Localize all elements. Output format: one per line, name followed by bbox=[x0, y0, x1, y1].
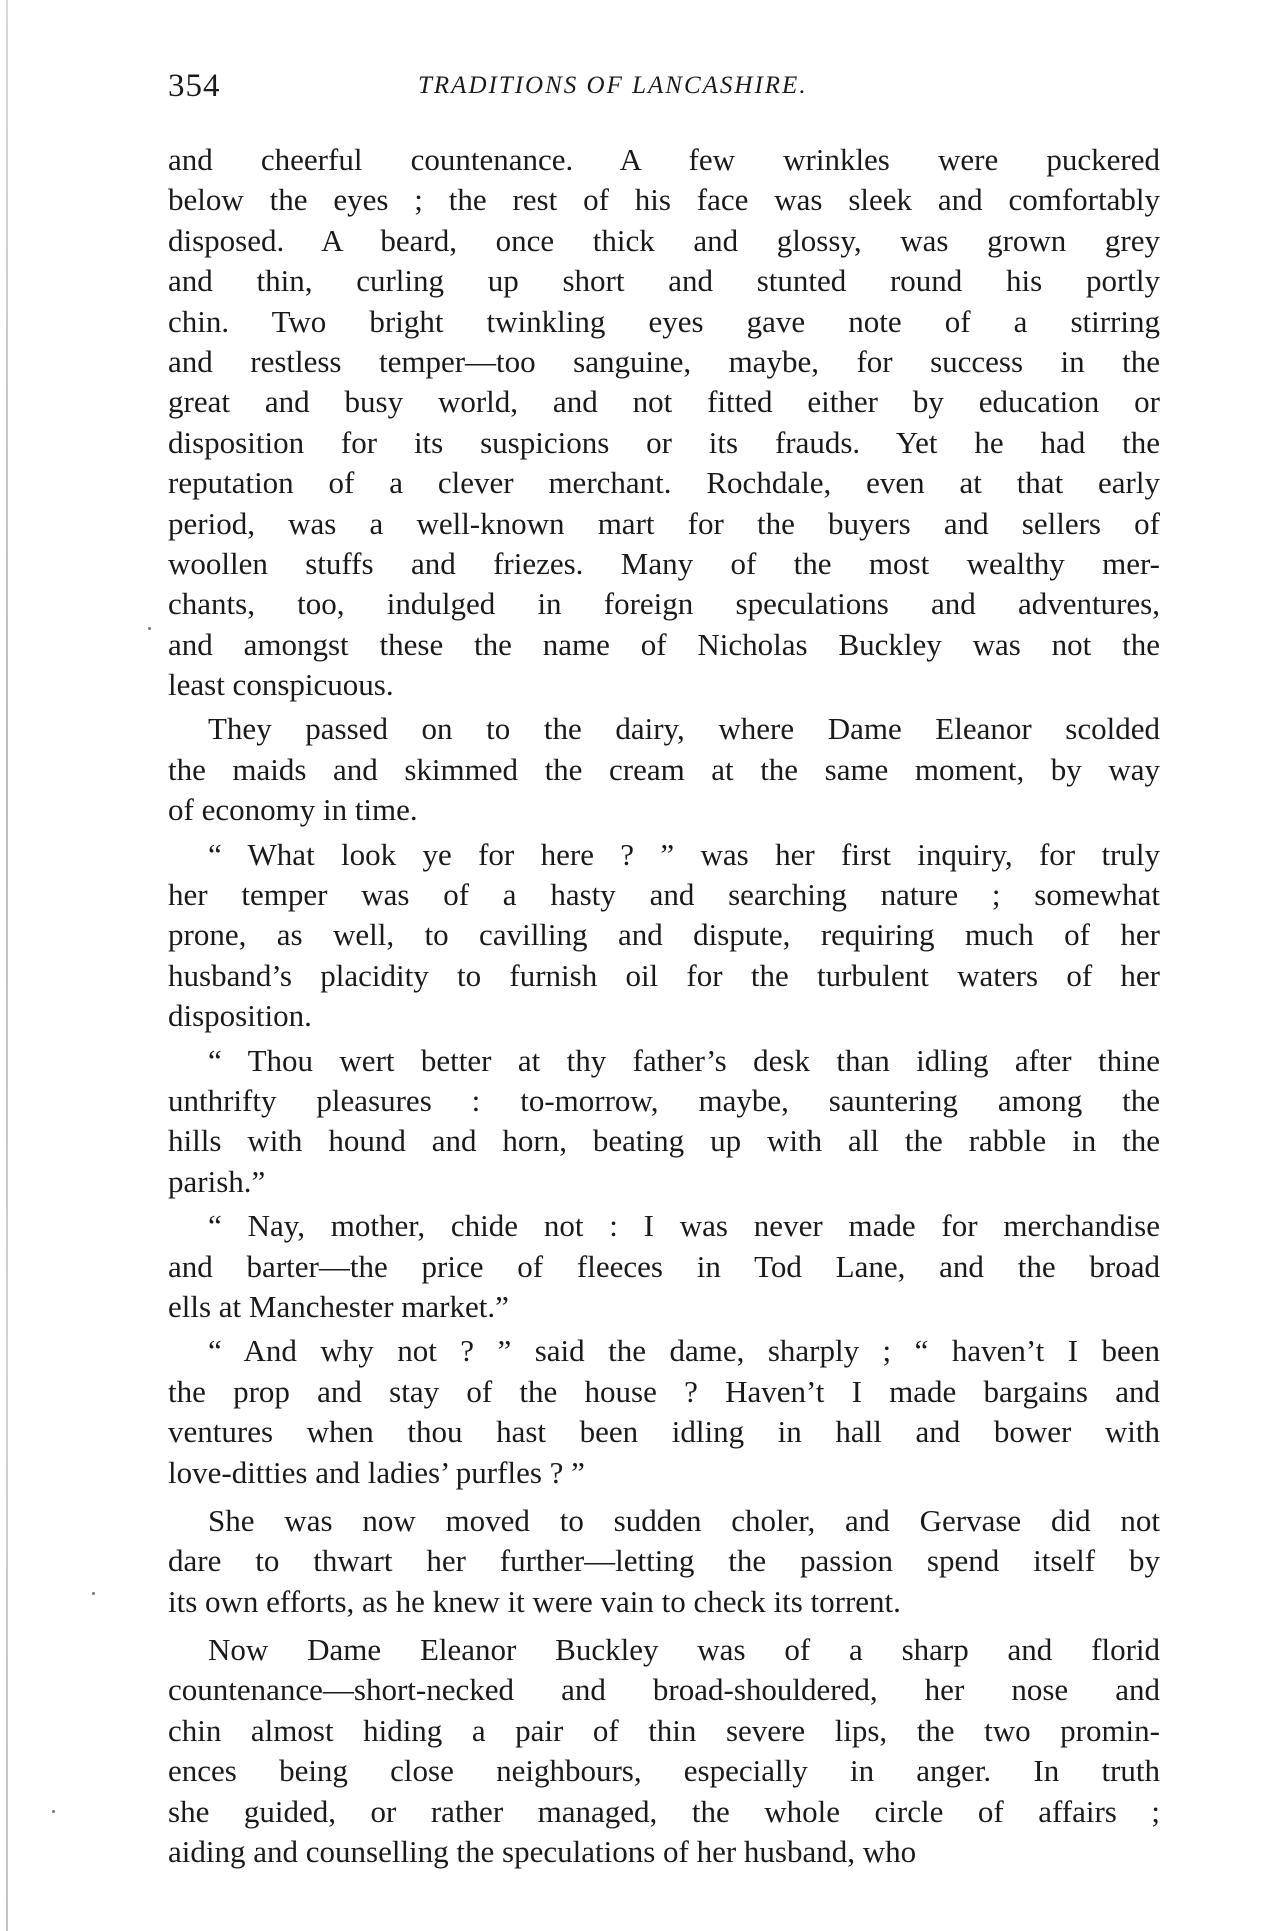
text-line: parish.” bbox=[168, 1163, 266, 1199]
text-line: ventures when thou hast been idling in hall and bower with bbox=[168, 1414, 1160, 1450]
body-text bbox=[168, 140, 1160, 1872]
text-line: and restless temper—too sanguine, maybe, for success in the bbox=[168, 343, 1160, 379]
text-line: chants, too, indulged in foreign speculations and adventures, bbox=[168, 586, 1160, 622]
text-line: her temper was of a hasty and searching nature ; somewhat bbox=[168, 877, 1160, 913]
binding-edge bbox=[6, 0, 8, 1931]
text-line: hills with hound and horn, beating up with all the rabble in the bbox=[168, 1123, 1160, 1159]
paper-speck bbox=[52, 1810, 55, 1813]
text-line: ells at Manchester market.” bbox=[168, 1288, 509, 1324]
page-number: 354 bbox=[168, 68, 221, 104]
text-line: ences being close neighbours, especially in anger. In truth bbox=[168, 1753, 1160, 1789]
text-line: disposed. A beard, once thick and glossy, was grown grey bbox=[168, 222, 1160, 258]
text-line: chin almost hiding a pair of thin severe lips, the two promin- bbox=[168, 1712, 1160, 1748]
text-line: and thin, curling up short and stunted round his portly bbox=[168, 263, 1160, 299]
paragraph bbox=[168, 1041, 1160, 1203]
paragraph bbox=[168, 1501, 1160, 1622]
paragraph bbox=[168, 140, 1160, 705]
text-line: husband’s placidity to furnish oil for the turbulent waters of her bbox=[168, 957, 1160, 993]
text-line: great and busy world, and not fitted either by education or bbox=[168, 384, 1160, 420]
text-line: “ Nay, mother, chide not : I was never made for merchandise bbox=[208, 1208, 1160, 1244]
text-line: she guided, or rather managed, the whole circle of affairs ; bbox=[168, 1793, 1160, 1829]
text-line: and barter—the price of fleeces in Tod Lane, and the broad bbox=[168, 1248, 1160, 1284]
text-line: “ Thou wert better at thy father’s desk than idling after thine bbox=[208, 1042, 1160, 1078]
text-line: disposition for its suspicions or its frauds. Yet he had the bbox=[168, 424, 1160, 460]
text-line: They passed on to the dairy, where Dame Eleanor scolded bbox=[208, 711, 1160, 747]
paragraph bbox=[168, 1331, 1160, 1493]
text-line: chin. Two bright twinkling eyes gave note of a stirring bbox=[168, 303, 1160, 339]
text-line: disposition. bbox=[168, 998, 312, 1034]
text-line: the maids and skimmed the cream at the same moment, by way bbox=[168, 751, 1160, 787]
text-line: “ What look ye for here ? ” was her first inquiry, for truly bbox=[208, 836, 1160, 872]
text-line: love-ditties and ladies’ purfles ? ” bbox=[168, 1454, 585, 1490]
text-line: countenance—short-necked and broad-shouldered, her nose and bbox=[168, 1672, 1160, 1708]
text-line: period, was a well-known mart for the buyers and sellers of bbox=[168, 505, 1160, 541]
paragraph bbox=[168, 835, 1160, 1037]
text-line: and amongst these the name of Nicholas Buckley was not the bbox=[168, 626, 1160, 662]
paper-speck bbox=[148, 627, 151, 630]
text-line: “ And why not ? ” said the dame, sharply ; “ haven’t I been bbox=[208, 1333, 1160, 1369]
text-line: the prop and stay of the house ? Haven’t I made bargains and bbox=[168, 1373, 1160, 1409]
text-line: reputation of a clever merchant. Rochdale, even at that early bbox=[168, 465, 1160, 501]
text-line: aiding and counselling the speculations of her husband, who bbox=[168, 1834, 917, 1870]
paragraph bbox=[168, 1630, 1160, 1872]
text-line: and cheerful countenance. A few wrinkles were puckered bbox=[168, 142, 1160, 177]
text-line: prone, as well, to cavilling and dispute, requiring much of her bbox=[168, 917, 1160, 953]
paragraph bbox=[168, 709, 1160, 830]
text-line: its own efforts, as he knew it were vain to check its torrent. bbox=[168, 1583, 901, 1619]
text-line: She was now moved to sudden choler, and Gervase did not bbox=[208, 1502, 1160, 1538]
text-line: of economy in time. bbox=[168, 792, 418, 828]
text-line: dare to thwart her further—letting the passion spend itself by bbox=[168, 1543, 1160, 1579]
text-line: unthrifty pleasures : to-morrow, maybe, sauntering among the bbox=[168, 1082, 1160, 1118]
text-line: least conspicuous. bbox=[168, 667, 394, 703]
running-title: TRADITIONS OF LANCASHIRE. bbox=[418, 72, 808, 99]
paper-speck bbox=[92, 1592, 95, 1595]
paragraph bbox=[168, 1206, 1160, 1327]
text-line: woollen stuffs and friezes. Many of the most wealthy mer- bbox=[168, 545, 1160, 581]
text-line: Now Dame Eleanor Buckley was of a sharp and florid bbox=[208, 1632, 1160, 1668]
text-line: below the eyes ; the rest of his face was sleek and comfortably bbox=[168, 182, 1160, 218]
page-header bbox=[168, 68, 1158, 108]
